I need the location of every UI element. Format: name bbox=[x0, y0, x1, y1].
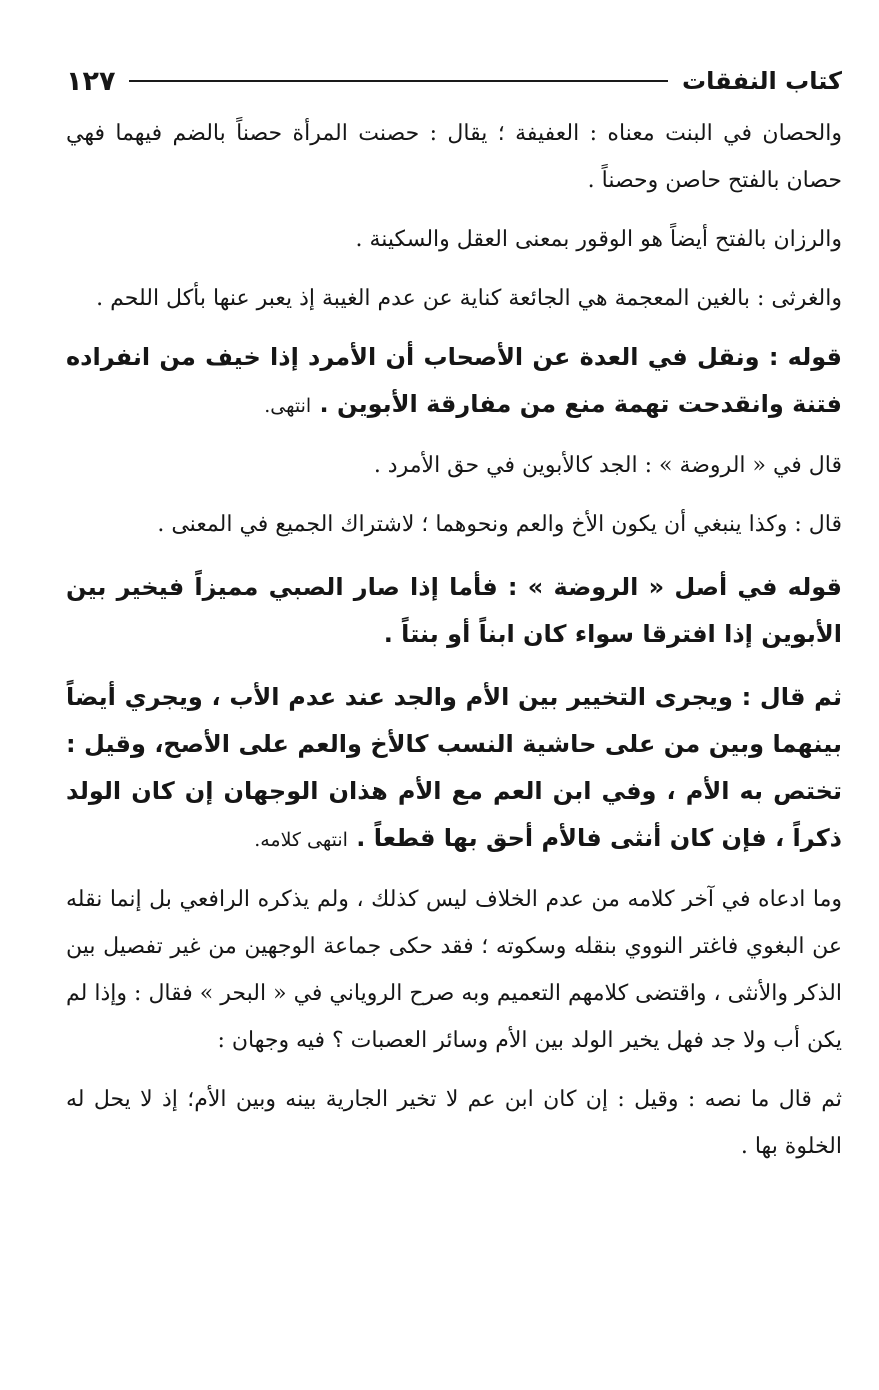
paragraph-text: قال : وكذا ينبغي أن يكون الأخ والعم ونحوهما ؛ لاشتراك الجميع في المعنى . bbox=[157, 512, 842, 537]
paragraph-text: قال في « الروضة » : الجد كالأبوين في حق الأمرد . bbox=[373, 453, 842, 478]
paragraph-text: والغرثى : بالغين المعجمة هي الجائعة كناية عن عدم الغيبة إذ يعبر عنها بأكل اللحم . bbox=[96, 286, 842, 311]
paragraph-text: قوله في أصل « الروضة » : فأما إذا صار الصبي مميزاً فيخير بين الأبوين إذا افترقا سواء كان ابناً أو بنتاً . bbox=[66, 573, 842, 648]
paragraph-text: والحصان في البنت معناه : العفيفة ؛ يقال : حصنت المرأة حصناً بالضم فيهما فهي حصان بالفتح حاصن وحصناً . bbox=[66, 121, 842, 193]
paragraph-text: ثم قال ما نصه : وقيل : إن كان ابن عم لا تخير الجارية بينه وبين الأم؛ إذ لا يحل له الخلوة بها . bbox=[66, 1087, 842, 1159]
paragraph-ibn-amm bbox=[66, 1076, 842, 1170]
paragraph-tail-note: انتهى. bbox=[264, 395, 312, 417]
book-page bbox=[66, 58, 842, 1170]
paragraph-quote-amrad bbox=[66, 334, 842, 430]
paragraph-rawda-grandfather bbox=[66, 442, 842, 489]
paragraph-text: وما ادعاه في آخر كلامه من عدم الخلاف ليس كذلك ، ولم يذكره الرافعي بل إنما نقله عن البغوي فاغتر النووي بنقله وسكوته ؛ فقد حكى جماعة الوجهين من غير تفصيل بين الذكر والأنثى ، واقتضى كلامهم التعميم وبه صرح الروياني في « البحر » فقال : وإذا لم يكن أب ولا جد فهل يخير الولد بين الأم وسائر العصبات ؟ فيه وجهان : bbox=[66, 887, 842, 1053]
page-header bbox=[66, 58, 842, 104]
paragraph-quote-tamyiz bbox=[66, 564, 842, 658]
header-rule bbox=[129, 80, 668, 82]
page-number: ١٢٧ bbox=[66, 65, 116, 97]
paragraph-text: قوله : ونقل في العدة عن الأصحاب أن الأمرد إذا خيف من انفراده فتنة وانقدحت تهمة منع من مفارقة الأبوين . bbox=[66, 343, 842, 418]
paragraph-tail-note: انتهى كلامه. bbox=[254, 829, 348, 851]
paragraph-gharthi-definition bbox=[66, 275, 842, 322]
paragraph-commentary-khilaf bbox=[66, 876, 842, 1064]
paragraph-hasan-definition bbox=[66, 110, 842, 204]
paragraph-quote-takhyir bbox=[66, 674, 842, 864]
paragraph-brother-uncle bbox=[66, 501, 842, 548]
paragraph-text: والرزان بالفتح أيضاً هو الوقور بمعنى العقل والسكينة . bbox=[355, 227, 842, 252]
running-title: كتاب النفقات bbox=[682, 67, 842, 95]
paragraph-text: ثم قال : ويجرى التخيير بين الأم والجد عند عدم الأب ، ويجري أيضاً بينهما وبين من على حاشية النسب كالأخ والعم على الأصح، وقيل : تختص به الأم ، وفي ابن العم مع الأم هذان الوجهان إن كان الولد ذكراً ، فإن كان أنثى فالأم أحق بها قطعاً . bbox=[66, 683, 842, 852]
paragraph-razan-definition bbox=[66, 216, 842, 263]
